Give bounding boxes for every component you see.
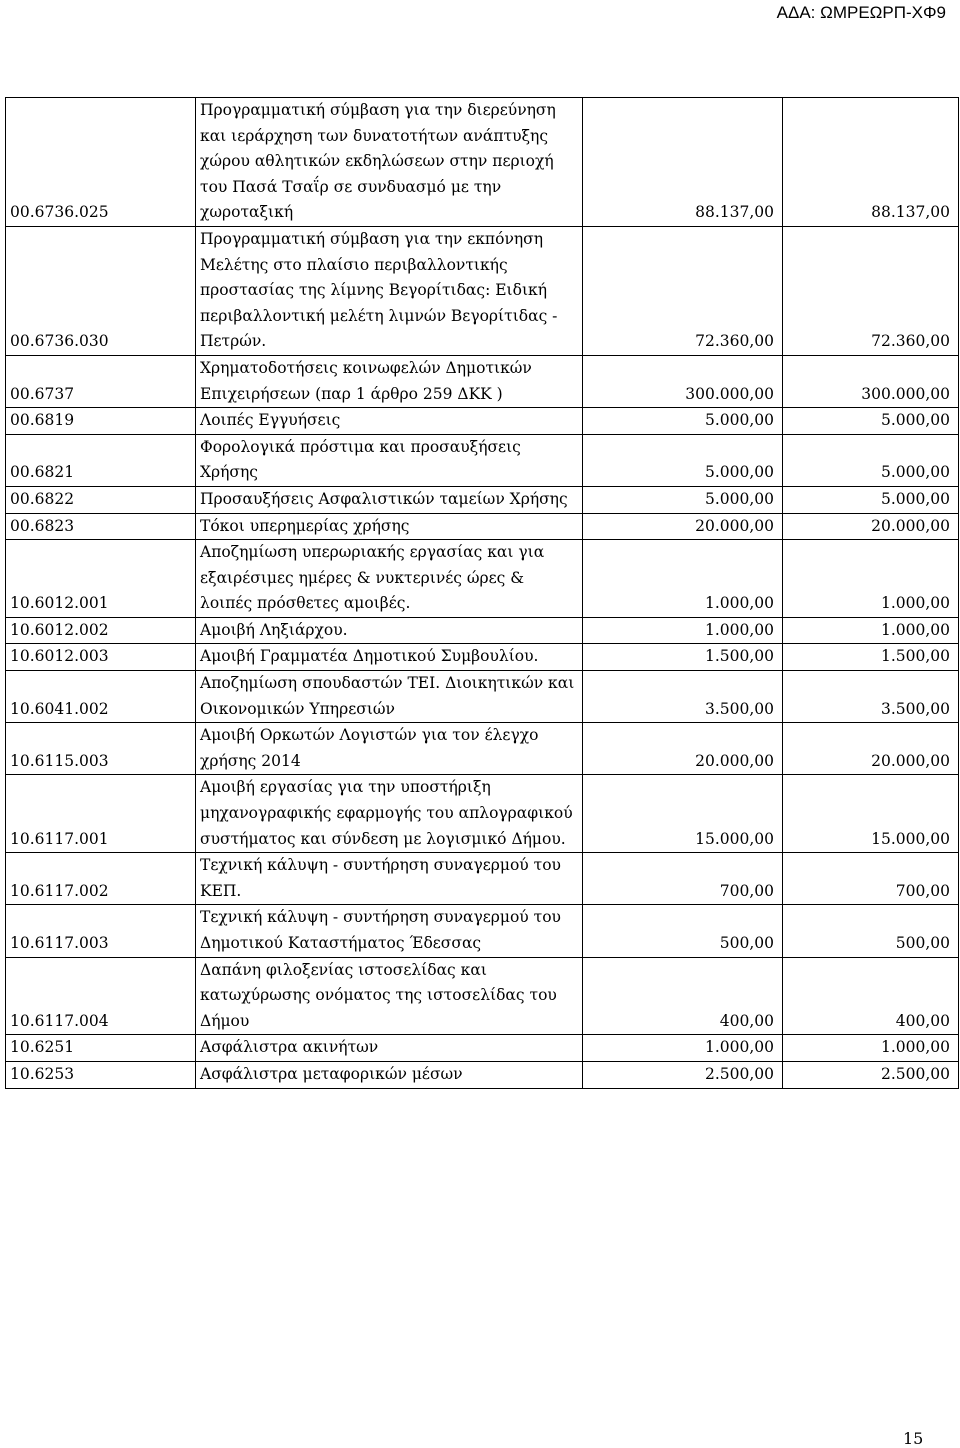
account-code: 10.6117.002 <box>6 853 196 905</box>
amount-1: 400,00 <box>583 957 783 1035</box>
amount-2: 72.360,00 <box>783 226 959 355</box>
table-row <box>6 957 959 1035</box>
account-code: 10.6117.003 <box>6 905 196 957</box>
account-code: 00.6736.025 <box>6 98 196 227</box>
amount-1: 1.000,00 <box>583 540 783 618</box>
table-row <box>6 226 959 355</box>
description: Τεχνική κάλυψη - συντήρηση συναγερμού του Δημοτικού Καταστήματος Έδεσσας <box>196 905 583 957</box>
account-code: 00.6819 <box>6 408 196 435</box>
description: Δαπάνη φιλοξενίας ιστοσελίδας και κατωχύρωσης ονόματος της ιστοσελίδας του Δήμου <box>196 957 583 1035</box>
amount-2: 3.500,00 <box>783 671 959 723</box>
account-code: 00.6737 <box>6 355 196 407</box>
table-row <box>6 434 959 486</box>
account-code: 10.6115.003 <box>6 723 196 775</box>
table-row <box>6 513 959 540</box>
table-row <box>6 617 959 644</box>
description: Φορολογικά πρόστιμα και προσαυξήσεις Χρήσης <box>196 434 583 486</box>
table-row <box>6 723 959 775</box>
amount-2: 15.000,00 <box>783 775 959 853</box>
description: Αμοιβή Ορκωτών Λογιστών για τον έλεγχο χρήσης 2014 <box>196 723 583 775</box>
description: Αποζημίωση υπερωριακής εργασίας και για εξαιρέσιμες ημέρες & νυκτερινές ώρες & λοιπές πρόσθετες αμοιβές. <box>196 540 583 618</box>
table-row <box>6 775 959 853</box>
amount-2: 1.000,00 <box>783 1035 959 1062</box>
amount-1: 1.000,00 <box>583 617 783 644</box>
description: Χρηματοδοτήσεις κοινωφελών Δημοτικών Επιχειρήσεων (παρ 1 άρθρο 259 ΔΚΚ ) <box>196 355 583 407</box>
amount-1: 1.500,00 <box>583 644 783 671</box>
account-code: 10.6117.001 <box>6 775 196 853</box>
description: Ασφάλιστρα μεταφορικών μέσων <box>196 1061 583 1088</box>
amount-2: 700,00 <box>783 853 959 905</box>
amount-2: 88.137,00 <box>783 98 959 227</box>
amount-1: 20.000,00 <box>583 513 783 540</box>
amount-1: 700,00 <box>583 853 783 905</box>
table-row <box>6 1061 959 1088</box>
amount-1: 20.000,00 <box>583 723 783 775</box>
account-code: 10.6012.003 <box>6 644 196 671</box>
amount-1: 5.000,00 <box>583 408 783 435</box>
description: Ασφάλιστρα ακινήτων <box>196 1035 583 1062</box>
amount-2: 5.000,00 <box>783 434 959 486</box>
table-row <box>6 408 959 435</box>
amount-1: 3.500,00 <box>583 671 783 723</box>
account-code: 10.6117.004 <box>6 957 196 1035</box>
amount-2: 400,00 <box>783 957 959 1035</box>
description: Αποζημίωση σπουδαστών ΤΕΙ. Διοικητικών και Οικονομικών Υπηρεσιών <box>196 671 583 723</box>
amount-1: 72.360,00 <box>583 226 783 355</box>
description: Λοιπές Εγγυήσεις <box>196 408 583 435</box>
amount-2: 5.000,00 <box>783 408 959 435</box>
amount-1: 1.000,00 <box>583 1035 783 1062</box>
amount-2: 1.000,00 <box>783 540 959 618</box>
account-code: 00.6736.030 <box>6 226 196 355</box>
description: Προγραμματική σύμβαση για την διερεύνηση και ιεράρχηση των δυνατοτήτων ανάπτυξης χώρου αθλητικών εκδηλώσεων στην περιοχή του Πασά Τσαΐρ σε συνδυασμό με την χωροταξική <box>196 98 583 227</box>
amount-2: 500,00 <box>783 905 959 957</box>
table-row <box>6 98 959 227</box>
amount-2: 1.500,00 <box>783 644 959 671</box>
table-row <box>6 853 959 905</box>
account-code: 10.6251 <box>6 1035 196 1062</box>
description: Τεχνική κάλυψη - συντήρηση συναγερμού του ΚΕΠ. <box>196 853 583 905</box>
table-row <box>6 540 959 618</box>
account-code: 10.6041.002 <box>6 671 196 723</box>
amount-2: 20.000,00 <box>783 513 959 540</box>
amount-1: 5.000,00 <box>583 434 783 486</box>
account-code: 00.6821 <box>6 434 196 486</box>
amount-2: 1.000,00 <box>783 617 959 644</box>
amount-1: 15.000,00 <box>583 775 783 853</box>
table-row <box>6 905 959 957</box>
amount-1: 5.000,00 <box>583 486 783 513</box>
amount-1: 300.000,00 <box>583 355 783 407</box>
amount-1: 2.500,00 <box>583 1061 783 1088</box>
amount-2: 300.000,00 <box>783 355 959 407</box>
account-code: 00.6823 <box>6 513 196 540</box>
budget-table <box>5 97 959 1089</box>
description: Τόκοι υπερημερίας χρήσης <box>196 513 583 540</box>
table-row <box>6 1035 959 1062</box>
amount-2: 20.000,00 <box>783 723 959 775</box>
description: Προσαυξήσεις Ασφαλιστικών ταμείων Χρήσης <box>196 486 583 513</box>
page-number: 15 <box>903 1429 924 1448</box>
description: Προγραμματική σύμβαση για την εκπόνηση Μελέτης στο πλαίσιο περιβαλλοντικής προστασίας της λίμνης Βεγορίτιδας: Ειδική περιβαλλοντική μελέτη λιμνών Βεγορίτιδας - Πετρών. <box>196 226 583 355</box>
amount-1: 500,00 <box>583 905 783 957</box>
account-code: 10.6012.001 <box>6 540 196 618</box>
table-row <box>6 644 959 671</box>
description: Αμοιβή Ληξιάρχου. <box>196 617 583 644</box>
table-row <box>6 671 959 723</box>
description: Αμοιβή εργασίας για την υποστήριξη μηχανογραφικής εφαρμογής του απλογραφικού συστήματος και σύνδεση με λογισμικό Δήμου. <box>196 775 583 853</box>
table-row <box>6 355 959 407</box>
amount-1: 88.137,00 <box>583 98 783 227</box>
amount-2: 5.000,00 <box>783 486 959 513</box>
description: Αμοιβή Γραμματέα Δημοτικού Συμβουλίου. <box>196 644 583 671</box>
account-code: 00.6822 <box>6 486 196 513</box>
account-code: 10.6253 <box>6 1061 196 1088</box>
account-code: 10.6012.002 <box>6 617 196 644</box>
ada-code: ΑΔΑ: ΩΜΡΕΩΡΠ-ΧΦ9 <box>776 3 946 22</box>
amount-2: 2.500,00 <box>783 1061 959 1088</box>
table-row <box>6 486 959 513</box>
